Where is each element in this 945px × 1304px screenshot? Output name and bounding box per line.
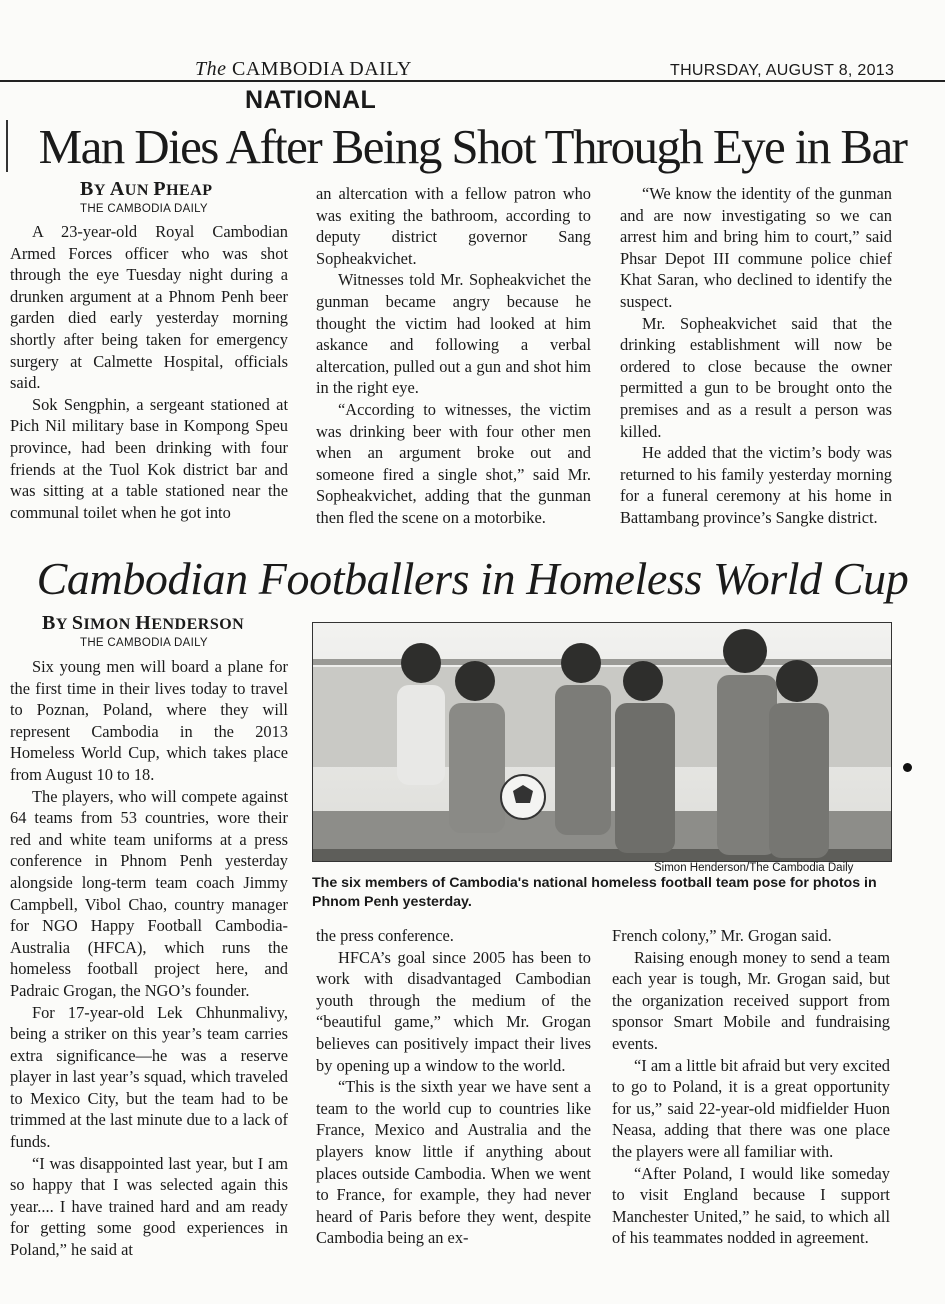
paragraph: French colony,” Mr. Grogan said. <box>612 926 832 945</box>
story2-byline: BY SIMON HENDERSON <box>42 612 245 634</box>
paragraph: Sok Sengphin, a sergeant stationed at Pich Nil military base in Kompong Speu province, had been drinking with four friends at the Tuol Kok district bar and was sitting at a table stationed near the communal toilet when he got into <box>10 394 288 522</box>
story1-byline-org: THE CAMBODIA DAILY <box>80 203 208 215</box>
story1-column-1 <box>10 221 288 523</box>
paragraph: an altercation with a fellow patron who was exiting the bathroom, according to deputy district governor Sang Sopheakvichet. <box>316 184 591 268</box>
section-label: NATIONAL <box>245 86 377 114</box>
paragraph: “I was disappointed last year, but I am so happy that I was selected again this year.... I have trained hard and am ready for getting some good experiences in Poland,” he said at <box>10 1153 288 1260</box>
header-rule <box>0 80 945 82</box>
team-photo <box>312 622 892 862</box>
scan-speck <box>903 763 912 772</box>
story2-column-2 <box>316 925 591 1249</box>
issue-date: THURSDAY, AUGUST 8, 2013 <box>670 62 895 79</box>
photo-caption: The six members of Cambodia's national homeless football team pose for photos in Phnom Penh yesterday. <box>312 875 877 910</box>
masthead-name: CAMBODIA DAILY <box>232 58 412 80</box>
story2-byline-org: THE CAMBODIA DAILY <box>80 637 208 649</box>
story2-headline: Cambodian Footballers in Homeless World Cup <box>36 553 909 604</box>
team-photo-image <box>313 623 891 861</box>
paragraph: For 17-year-old Lek Chhunmalivy, being a striker on this year’s team carries extra significance—he was a reserve player in last year’s squad, which traveled to Mexico City, but the team had to be trimmed at the last minute due to a lack of funds. <box>10 1002 288 1152</box>
paragraph: the press conference. <box>316 926 454 945</box>
paragraph: “According to witnesses, the victim was drinking beer with four other men when an argument broke out and someone fired a single shot,” said Mr. Sopheakvichet, adding that the gunman then fled the scene on a motorbike. <box>316 399 591 527</box>
story2-column-1 <box>10 656 288 1261</box>
paragraph: “We know the identity of the gunman and are now investigating so we can arrest him and bring him to court,” said Phsar Depot III commune police chief Khat Saran, who declined to identify the suspect. <box>620 184 892 311</box>
story1-headline: Man Dies After Being Shot Through Eye in Bar <box>38 119 907 174</box>
paragraph: A 23-year-old Royal Cambodian Armed Forces officer who was shot through the eye Tuesday night during a drunken argument at a Phnom Penh beer garden died early yesterday morning shortly after being taken for emergency surgery at Calmette Hospital, officials said. <box>10 222 288 393</box>
paragraph: “After Poland, I would like someday to visit England because I support Manchester United,” he said, to which all of his teammates nodded in agreement. <box>612 1163 890 1248</box>
masthead <box>195 58 412 81</box>
story1-byline: BY AUN PHEAP <box>80 178 213 200</box>
masthead-the: The <box>195 58 227 80</box>
paragraph: Mr. Sopheakvichet said that the drinking establishment will now be ordered to close because the owner permitted a gun to be brought onto the premises and as a result a person was killed. <box>620 313 892 441</box>
photo-credit: Simon Henderson/The Cambodia Daily <box>654 862 854 874</box>
paragraph: “I am a little bit afraid but very excited to go to Poland, it is a great opportunity for us,” said 22-year-old midfielder Huon Neasa, adding that there was one place the players were all familiar with. <box>612 1055 890 1161</box>
paragraph: The players, who will compete against 64 teams from 53 countries, wore their red and white team uniforms at a press conference in Phnom Penh yesterday alongside long-term team coach Jimmy Campbell, Vibol Chao, country manager for NGO Happy Football Cambodia-Australia (HFCA), which runs the homeless football project here, and Padraic Grogan, the NGO’s founder. <box>10 786 288 1000</box>
story1-column-3 <box>620 183 892 529</box>
paragraph: Witnesses told Mr. Sopheakvichet the gunman became angry because he thought the victim had looked at him askance and following a verbal altercation, pulled out a gun and shot him in the right eye. <box>316 270 591 398</box>
paragraph: HFCA’s goal since 2005 has been to work with disadvantaged Cambodian youth through the medium of the “beautiful game,” which Mr. Grogan believes can positively impact their lives by opening up a window to the world. <box>316 947 591 1075</box>
story1-column-2 <box>316 183 591 529</box>
paragraph: “This is the sixth year we have sent a team to the world cup to countries like France, Mexico and Australia and the players know little if anything about places outside Cambodia. When we went to France, for example, they had never heard of Paris before they went, despite Cambodia being an ex- <box>316 1077 591 1248</box>
paragraph: Raising enough money to send a team each year is tough, Mr. Grogan said, but the organization received support from sponsor Smart Mobile and fundraising events. <box>612 947 890 1053</box>
story2-column-3 <box>612 925 890 1249</box>
paragraph: He added that the victim’s body was returned to his family yesterday morning for a funeral ceremony at his home in Battambang province’s Sangke district. <box>620 443 892 527</box>
paragraph: Six young men will board a plane for the first time in their lives today to travel to Poznan, Poland, where they will represent Cambodia in the 2013 Homeless World Cup, which takes place from August 10 to 18. <box>10 657 288 784</box>
